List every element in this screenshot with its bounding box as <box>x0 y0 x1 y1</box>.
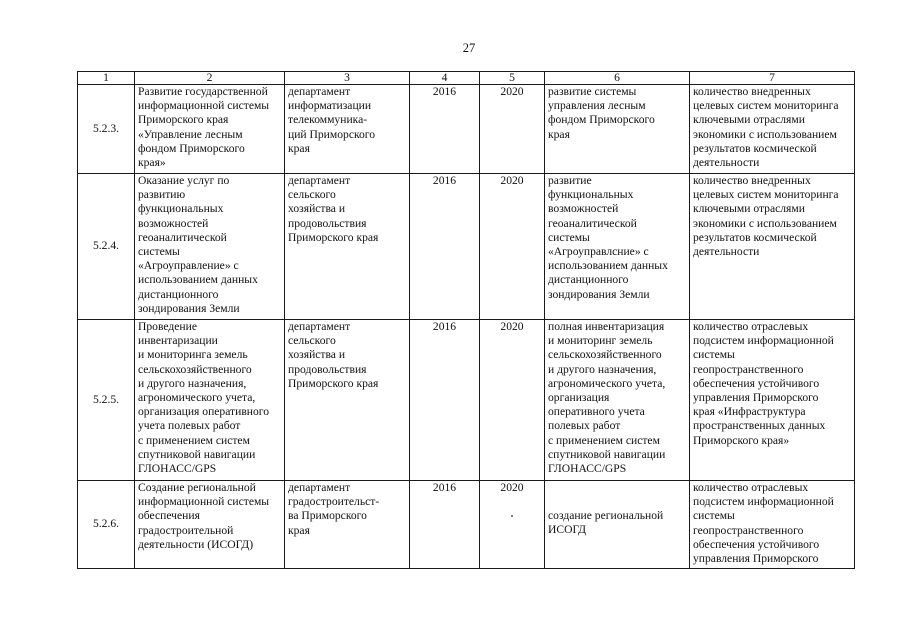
result-cell <box>545 174 690 320</box>
cell-text-line: количество внедренных <box>693 85 811 98</box>
cell-text-line: управления лесным <box>548 99 646 113</box>
cell-text-line: возможностей <box>138 216 209 230</box>
indicator-cell <box>690 320 855 481</box>
end-year-cell: 2020 <box>480 174 545 320</box>
cell-text-line: края <box>288 141 310 155</box>
header-cell: 2 <box>135 72 285 85</box>
cell-text-line: экономики с использованием <box>693 216 837 230</box>
department-cell <box>285 320 410 481</box>
cell-text-line: информационной системы <box>138 99 270 113</box>
cell-text-line: организация <box>548 391 610 405</box>
result-cell <box>545 481 690 569</box>
scan-speck <box>511 515 513 517</box>
cell-text-line: системы <box>693 509 735 523</box>
cell-text-line: обеспечения <box>138 509 200 523</box>
cell-text-line: агрономического учета, <box>548 376 666 390</box>
cell-text-line: развитие <box>548 174 592 187</box>
cell-text-line: количество отраслевых <box>693 481 809 494</box>
measure-cell <box>135 481 285 569</box>
cell-text-line: учета полевых работ <box>138 419 241 433</box>
cell-text-line: департамент <box>288 320 351 333</box>
row-number-cell: 5.2.5. <box>78 320 135 481</box>
header-cell: 6 <box>545 72 690 85</box>
cell-text-line: хозяйства и <box>288 348 346 362</box>
cell-text-line: Приморского края <box>138 113 229 127</box>
cell-text-line: системы <box>693 348 735 362</box>
cell-text-line: количество отраслевых <box>693 320 809 333</box>
cell-text-line: Создание региональной <box>138 481 256 494</box>
header-cell: 4 <box>410 72 480 85</box>
cell-text-line: инвентаризации <box>138 334 218 348</box>
cell-text-line: системы <box>548 230 590 244</box>
header-cell: 3 <box>285 72 410 85</box>
end-year-cell: 2020 <box>480 481 545 569</box>
header-cell: 1 <box>78 72 135 85</box>
cell-text-line: спутниковой навигации <box>548 447 666 461</box>
cell-text-line: зондирования Земли <box>548 287 650 301</box>
cell-text-line: продовольствия <box>288 216 367 230</box>
cell-text-line: ва Приморского <box>288 509 367 523</box>
cell-text-line: Оказание услуг по <box>138 174 230 187</box>
cell-text-line: агрономического учета, <box>138 391 256 405</box>
cell-text-line: подсистем информационной <box>693 334 834 348</box>
cell-text-line: Проведение <box>138 320 197 333</box>
measure-cell <box>135 174 285 320</box>
cell-text-line: и другого назначения, <box>138 376 247 390</box>
cell-text-line: деятельности <box>693 245 760 259</box>
cell-text-line: деятельности (ИСОГД) <box>138 537 254 551</box>
department-cell <box>285 174 410 320</box>
row-number-cell: 5.2.4. <box>78 174 135 320</box>
cell-text-line: полевых работ <box>548 419 621 433</box>
cell-text-line: информатизации <box>288 99 372 113</box>
cell-text-line: дистанционного <box>138 287 219 301</box>
department-cell <box>285 481 410 569</box>
end-year-cell: 2020 <box>480 85 545 174</box>
end-year-cell: 2020 <box>480 320 545 481</box>
cell-text-line: управления Приморского <box>693 391 819 405</box>
cell-text-line: фондом Приморского <box>548 113 655 127</box>
cell-text-line: края» <box>138 156 166 170</box>
cell-text-line: функциональных <box>138 202 224 216</box>
measure-cell <box>135 320 285 481</box>
cell-text-line: «Агроуправление» с <box>138 259 239 273</box>
cell-text-line: результатов космической <box>693 141 817 155</box>
cell-text-line: целевых систем мониторинга <box>693 99 839 113</box>
cell-text-line: Приморского края» <box>693 433 790 447</box>
indicator-cell <box>690 481 855 569</box>
cell-text-line: возможностей <box>548 202 619 216</box>
cell-text-line: целевых систем мониторинга <box>693 188 839 202</box>
header-cell: 7 <box>690 72 855 85</box>
cell-text-line: Приморского края <box>288 230 379 244</box>
cell-text-line: обеспечения устойчивого <box>693 376 820 390</box>
page-number: 27 <box>462 41 476 55</box>
cell-text-line: департамент <box>288 481 351 494</box>
start-year-cell: 2016 <box>410 481 480 569</box>
cell-text-line: градостроительной <box>138 523 234 537</box>
cell-text-line: департамент <box>288 174 351 187</box>
cell-text-line: результатов космической <box>693 230 817 244</box>
cell-text-line: «Агроуправлсние» с <box>548 245 649 259</box>
cell-text-line: оперативного учета <box>548 405 645 419</box>
cell-text-line: градостроительст- <box>288 495 380 509</box>
start-year-cell: 2016 <box>410 85 480 174</box>
cell-text-line: сельскохозяйственного <box>138 362 252 376</box>
cell-text-line: деятельности <box>693 156 760 170</box>
cell-text-line: полная инвентаризация <box>548 320 665 333</box>
cell-text-line: края <box>548 127 570 141</box>
result-cell <box>545 320 690 481</box>
cell-text-line: сельского <box>288 334 336 348</box>
cell-text-line: пространственных данных <box>693 419 826 433</box>
cell-text-line: края <box>288 523 310 537</box>
cell-text-line: развитие системы <box>548 85 637 98</box>
cell-text-line: хозяйства и <box>288 202 346 216</box>
cell-text-line: ГЛОНАСС/GPS <box>548 462 627 476</box>
measures-table <box>77 71 855 569</box>
cell-text-line: геопространственного <box>693 523 804 537</box>
indicator-cell <box>690 174 855 320</box>
cell-text-line: обеспечения устойчивого <box>693 537 820 551</box>
cell-text-line: и мониторинг земель <box>548 334 653 348</box>
start-year-cell: 2016 <box>410 320 480 481</box>
cell-text-line: функциональных <box>548 188 634 202</box>
cell-text-line: ГЛОНАСС/GPS <box>138 462 217 476</box>
cell-text-line: подсистем информационной <box>693 495 834 509</box>
cell-text-line: использованием данных <box>138 273 258 287</box>
cell-text-line: ключевыми отраслями <box>693 202 805 216</box>
cell-text-line: геоаналитической <box>138 230 227 244</box>
cell-text-line: телекоммуника- <box>288 113 368 127</box>
cell-text-line: «Управление лесным <box>138 127 243 141</box>
cell-text-line: с применением систем <box>548 433 660 447</box>
cell-text-line: края «Инфраструктура <box>693 405 806 419</box>
cell-text-line: экономики с использованием <box>693 127 837 141</box>
table-row <box>78 174 855 320</box>
cell-text-line: ций Приморского <box>288 127 376 141</box>
start-year-cell: 2016 <box>410 174 480 320</box>
cell-text-line: количество внедренных <box>693 174 811 187</box>
cell-text-line: геоаналитической <box>548 216 637 230</box>
cell-text-line: организация оперативного <box>138 405 270 419</box>
cell-text-line: геопространственного <box>693 362 804 376</box>
result-cell <box>545 85 690 174</box>
cell-text-line: дистанционного <box>548 273 629 287</box>
indicator-cell <box>690 85 855 174</box>
cell-text-line: создание региональной <box>548 509 664 522</box>
cell-text-line: управления Приморского <box>693 552 819 566</box>
cell-text-line: Приморского края <box>288 376 379 390</box>
cell-text-line: Развитие государственной <box>138 85 268 98</box>
cell-text-line: департамент <box>288 85 351 98</box>
row-number-cell: 5.2.6. <box>78 481 135 569</box>
cell-text-line: и мониторинга земель <box>138 348 248 362</box>
table-row <box>78 320 855 481</box>
cell-text-line: системы <box>138 245 180 259</box>
cell-text-line: зондирования Земли <box>138 301 240 315</box>
cell-text-line: ключевыми отраслями <box>693 113 805 127</box>
table-row <box>78 85 855 174</box>
header-cell: 5 <box>480 72 545 85</box>
cell-text-line: продовольствия <box>288 362 367 376</box>
measure-cell <box>135 85 285 174</box>
cell-text-line: развитию <box>138 188 186 202</box>
cell-text-line: с применением систем <box>138 433 250 447</box>
table-header-row <box>78 72 855 85</box>
cell-text-line: фондом Приморского <box>138 141 245 155</box>
table-row <box>78 481 855 569</box>
cell-text-line: спутниковой навигации <box>138 447 256 461</box>
cell-text-line: информационной системы <box>138 495 270 509</box>
cell-text-line: использованием данных <box>548 259 668 273</box>
cell-text-line: сельскохозяйственного <box>548 348 662 362</box>
cell-text-line: и другого назначения, <box>548 362 657 376</box>
department-cell <box>285 85 410 174</box>
cell-text-line: сельского <box>288 188 336 202</box>
row-number-cell: 5.2.3. <box>78 85 135 174</box>
cell-text-line: ИСОГД <box>548 523 587 537</box>
